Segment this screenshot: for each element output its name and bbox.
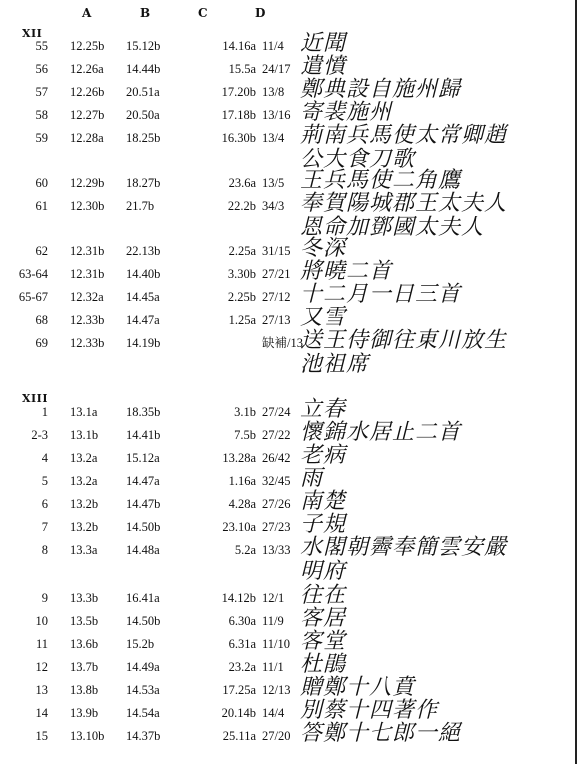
poem-title: 客居: [300, 606, 347, 631]
cell-d: 32/45: [262, 474, 291, 488]
cell-a: 12.27b: [70, 108, 105, 122]
entry-number: 69: [35, 336, 48, 350]
poem-title: 水閣朝霽奉簡雲安嚴: [300, 535, 508, 560]
column-header-a: A: [82, 6, 92, 20]
cell-c: 2.25b: [227, 290, 256, 304]
cell-a: 13.3b: [70, 591, 99, 605]
cell-b: 14.47b: [126, 497, 161, 511]
poem-title: 奉賀陽城郡王太夫人: [300, 191, 508, 216]
cell-d: 11/10: [262, 637, 291, 651]
cell-a: 13.8b: [70, 683, 99, 697]
entry-number: 56: [35, 62, 48, 76]
cell-a: 12.33b: [70, 336, 105, 350]
cell-c: 2.25a: [228, 244, 256, 258]
cell-b: 14.37b: [126, 729, 161, 743]
cell-a: 13.5b: [70, 614, 99, 628]
cell-d: 34/3: [262, 199, 285, 213]
cell-d: 27/20: [262, 729, 291, 743]
entry-number: 68: [35, 313, 48, 327]
entry-number: 12: [35, 660, 48, 674]
entry-number: 2-3: [31, 428, 48, 442]
cell-b: 20.50a: [126, 108, 160, 122]
poem-title: 別蔡十四著作: [300, 698, 439, 723]
cell-b: 14.49a: [126, 660, 160, 674]
poem-title: 立春: [300, 397, 347, 422]
cell-d: 13/8: [262, 85, 285, 99]
table-row: [0, 466, 577, 492]
cell-a: 12.26b: [70, 85, 105, 99]
cell-d: 27/22: [262, 428, 291, 442]
table-row: [0, 535, 577, 584]
cell-b: 14.54a: [126, 706, 160, 720]
cell-c: 6.30a: [228, 614, 256, 628]
cell-d: 27/12: [262, 290, 291, 304]
cell-b: 18.27b: [126, 176, 161, 190]
poem-title: 荊南兵馬使太常卿趙: [300, 123, 508, 148]
cell-c: 23.6a: [228, 176, 256, 190]
cell-b: 14.44b: [126, 62, 161, 76]
table-row: [0, 629, 577, 655]
cell-b: 21.7b: [126, 199, 155, 213]
column-header-c: C: [198, 6, 208, 20]
cell-a: 12.31b: [70, 244, 105, 258]
cell-b: 14.45a: [126, 290, 160, 304]
cell-d: 26/42: [262, 451, 291, 465]
cell-b: 18.35b: [126, 405, 161, 419]
cell-c: 3.30b: [227, 267, 256, 281]
cell-a: 13.10b: [70, 729, 105, 743]
poem-title: 雨: [300, 466, 324, 491]
cell-a: 12.29b: [70, 176, 105, 190]
poem-title: 南楚: [300, 489, 347, 514]
poem-title: 客堂: [300, 629, 347, 654]
cell-d: 13/33: [262, 543, 291, 557]
cell-a: 13.2a: [70, 451, 98, 465]
cell-c: 14.12b: [221, 591, 256, 605]
entry-number: 7: [41, 520, 48, 534]
cell-d: 24/17: [262, 62, 291, 76]
table-row: [0, 236, 577, 262]
cell-b: 22.13b: [126, 244, 161, 258]
cell-d: 缺補/13: [262, 336, 303, 350]
cell-d: 27/21: [262, 267, 291, 281]
cell-d: 12/13: [262, 683, 291, 697]
cell-b: 14.48a: [126, 543, 160, 557]
cell-c: 23.2a: [228, 660, 256, 674]
table-row: [0, 606, 577, 632]
table-row: [0, 721, 577, 747]
cell-b: 14.53a: [126, 683, 160, 697]
cell-b: 14.47a: [126, 474, 160, 488]
entry-number: 65-67: [18, 290, 48, 304]
cell-d: 11/4: [262, 39, 284, 53]
entry-number: 58: [35, 108, 48, 122]
entry-number: 8: [41, 543, 48, 557]
table-row: [0, 328, 577, 377]
table-row: [0, 443, 577, 469]
table-row: [0, 54, 577, 80]
poem-title-continuation: 池祖席: [300, 352, 370, 377]
table-row: [0, 259, 577, 285]
cell-c: 22.2b: [227, 199, 256, 213]
entry-number: 15: [35, 729, 48, 743]
cell-c: 15.5a: [228, 62, 256, 76]
poem-title: 子規: [300, 512, 347, 537]
entry-number: 14: [35, 706, 48, 720]
cell-a: 13.2a: [70, 474, 98, 488]
poem-title: 又雪: [300, 305, 347, 330]
cell-b: 14.50b: [126, 520, 161, 534]
table-row: [0, 583, 577, 609]
cell-b: 14.47a: [126, 313, 160, 327]
cell-d: 27/24: [262, 405, 291, 419]
cell-b: 14.41b: [126, 428, 161, 442]
column-header-d: D: [255, 6, 266, 20]
cell-d: 27/23: [262, 520, 291, 534]
poem-title: 杜鵑: [300, 652, 347, 677]
cell-a: 13.6b: [70, 637, 99, 651]
section-label: XII: [22, 27, 43, 40]
table-row: [0, 191, 577, 240]
entry-number: 62: [35, 244, 48, 258]
cell-a: 13.1a: [70, 405, 98, 419]
cell-c: 14.16a: [222, 39, 256, 53]
table-row: [0, 675, 577, 701]
cell-b: 18.25b: [126, 131, 161, 145]
cell-c: 6.31a: [228, 637, 256, 651]
cell-b: 15.12b: [126, 39, 161, 53]
cell-a: 13.2b: [70, 497, 99, 511]
poem-title-continuation: 恩命加鄧國太夫人: [300, 215, 485, 240]
column-header-b: B: [140, 6, 151, 20]
cell-c: 17.20b: [221, 85, 256, 99]
table-row: [0, 489, 577, 515]
entry-number: 4: [41, 451, 48, 465]
cell-a: 12.30b: [70, 199, 105, 213]
cell-c: 7.5b: [234, 428, 256, 442]
entry-number: 55: [35, 39, 48, 53]
cell-c: 23.10a: [222, 520, 256, 534]
entry-number: 11: [35, 637, 48, 651]
cell-a: 12.31b: [70, 267, 105, 281]
poem-title: 冬深: [300, 236, 347, 261]
cell-b: 15.2b: [126, 637, 155, 651]
cell-a: 12.33b: [70, 313, 105, 327]
cell-c: 3.1b: [234, 405, 256, 419]
entry-number: 9: [41, 591, 48, 605]
entry-number: 5: [41, 474, 48, 488]
poem-title: 往在: [300, 583, 347, 608]
cell-a: 12.32a: [70, 290, 104, 304]
cell-a: 12.26a: [70, 62, 104, 76]
cell-a: 12.28a: [70, 131, 104, 145]
entry-number: 10: [35, 614, 48, 628]
cell-a: 13.9b: [70, 706, 99, 720]
cell-c: 16.30b: [221, 131, 256, 145]
cell-c: 20.14b: [221, 706, 256, 720]
cell-b: 14.40b: [126, 267, 161, 281]
poem-title: 十二月一日三首: [300, 282, 462, 307]
cell-c: 5.2a: [234, 543, 256, 557]
cell-c: 13.28a: [222, 451, 256, 465]
entry-number: 63-64: [18, 267, 48, 281]
cell-a: 13.7b: [70, 660, 99, 674]
cell-c: 4.28a: [228, 497, 256, 511]
entry-number: 57: [35, 85, 48, 99]
table-row: [0, 420, 577, 446]
cell-d: 13/5: [262, 176, 285, 190]
cell-b: 15.12a: [126, 451, 160, 465]
cell-c: 1.16a: [228, 474, 256, 488]
poem-title: 王兵馬使二角鷹: [300, 168, 462, 193]
poem-title: 近聞: [300, 31, 347, 56]
table-row: [0, 698, 577, 724]
cell-d: 13/16: [262, 108, 291, 122]
cell-c: 25.11a: [222, 729, 256, 743]
cell-d: 27/13: [262, 313, 291, 327]
cell-b: 16.41a: [126, 591, 160, 605]
poem-title: 鄭典設自施州歸: [300, 77, 462, 102]
cell-d: 13/4: [262, 131, 285, 145]
cell-a: 13.3a: [70, 543, 98, 557]
poem-title: 送王侍御往東川放生: [300, 328, 508, 353]
cell-b: 14.19b: [126, 336, 161, 350]
cell-d: 31/15: [262, 244, 291, 258]
cell-d: 14/4: [262, 706, 285, 720]
poem-title: 遣憤: [300, 54, 347, 79]
cell-a: 13.2b: [70, 520, 99, 534]
cell-c: 17.18b: [221, 108, 256, 122]
poem-title: 寄裴施州: [300, 100, 393, 125]
entry-number: 6: [41, 497, 48, 511]
cell-d: 27/26: [262, 497, 291, 511]
poem-title: 懷錦水居止二首: [300, 420, 462, 445]
poem-title: 答鄭十七郎一絕: [300, 721, 462, 746]
poem-title: 贈鄭十八賁: [300, 675, 416, 700]
poem-title: 將曉二首: [300, 259, 393, 284]
table-row: [0, 652, 577, 678]
poem-title: 老病: [300, 443, 347, 468]
cell-d: 11/1: [262, 660, 284, 674]
cell-b: 20.51a: [126, 85, 160, 99]
table-row: [0, 123, 577, 172]
entry-number: 61: [35, 199, 48, 213]
cell-a: 13.1b: [70, 428, 99, 442]
cell-d: 11/9: [262, 614, 284, 628]
poem-title-continuation: 明府: [300, 559, 347, 584]
entry-number: 59: [35, 131, 48, 145]
table-row: [0, 282, 577, 308]
poem-title-continuation: 公大食刀歌: [300, 147, 416, 172]
section-label: XIII: [22, 392, 48, 405]
cell-c: 1.25a: [228, 313, 256, 327]
cell-c: 17.25a: [222, 683, 256, 697]
entry-number: 1: [41, 405, 48, 419]
entry-number: 60: [35, 176, 48, 190]
entry-number: 13: [35, 683, 48, 697]
cell-b: 14.50b: [126, 614, 161, 628]
table-row: [0, 77, 577, 103]
cell-d: 12/1: [262, 591, 285, 605]
cell-a: 12.25b: [70, 39, 105, 53]
